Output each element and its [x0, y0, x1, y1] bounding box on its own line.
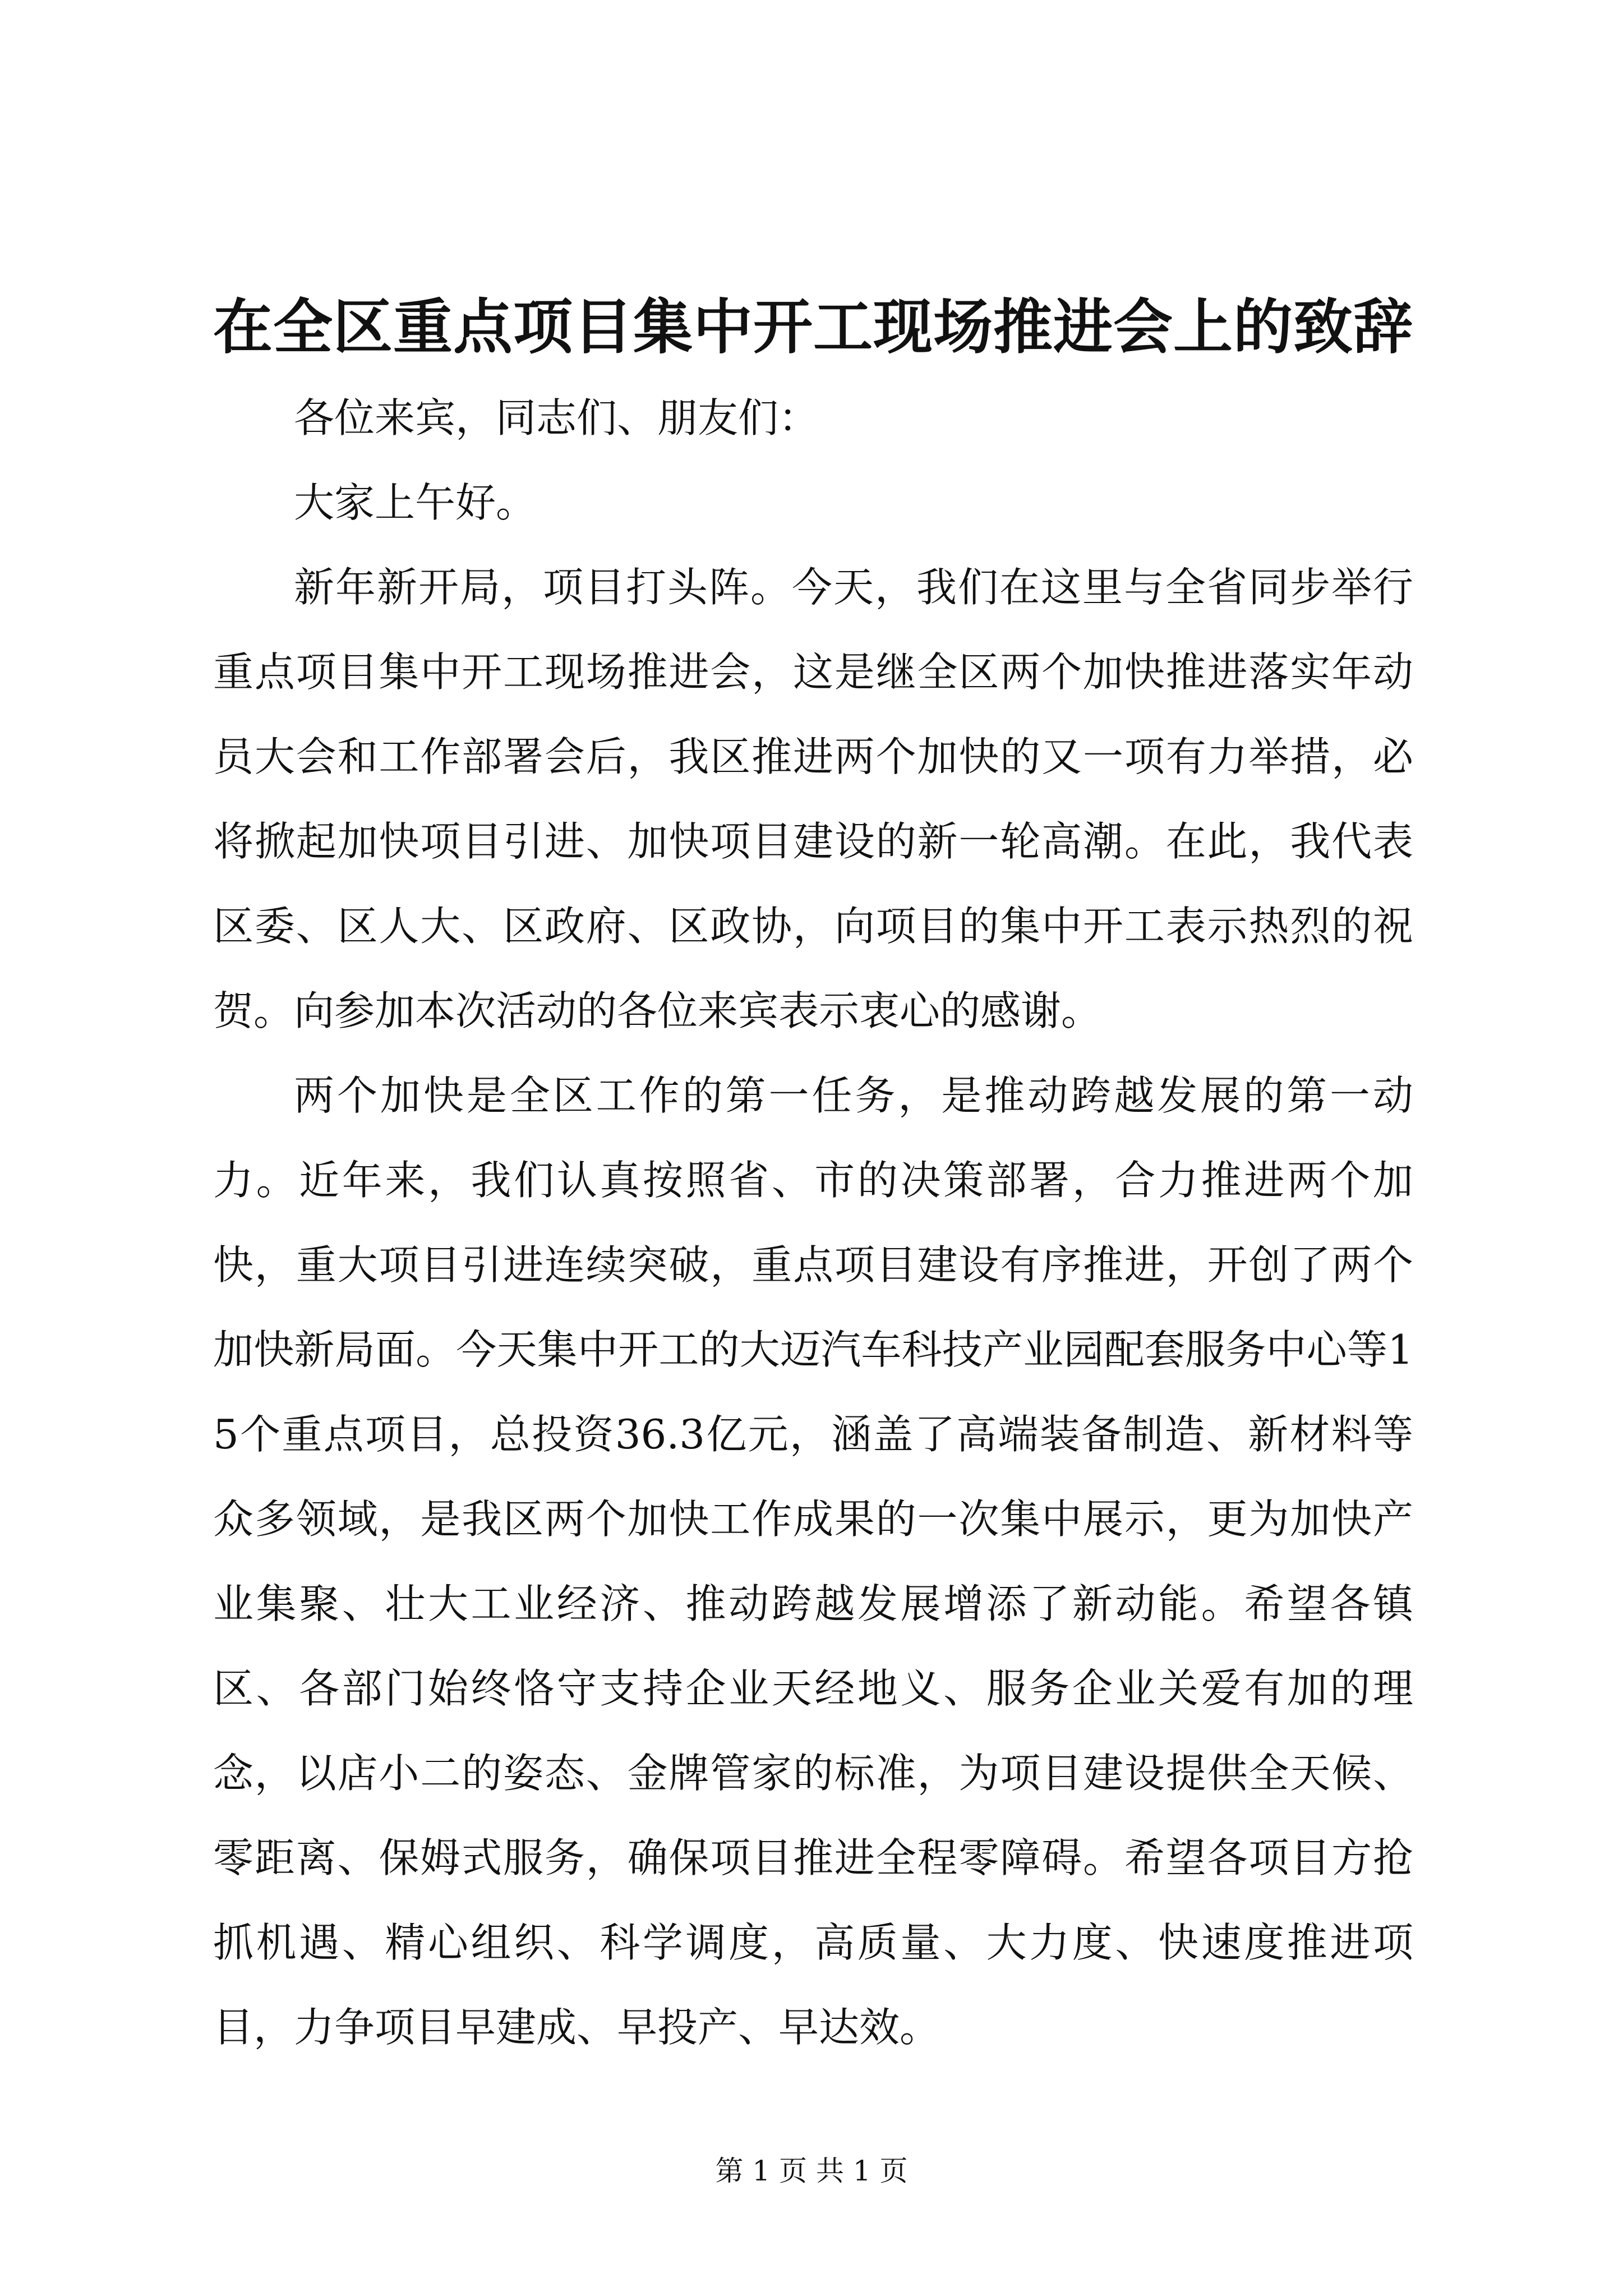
- document-title: 在全区重点项目集中开工现场推进会上的致辞: [213, 292, 1413, 362]
- salutation: 各位来宾，同志们、朋友们：: [294, 394, 819, 441]
- document-body: [213, 376, 1413, 2070]
- paragraph-opening: 新年新开局，项目打头阵。今天，我们在这里与全省同步举行重点项目集中开工现场推进会，这是继全区两个加快推进落实年动员大会和工作部署会后，我区推进两个加快的又一项有力举措，必将掀起加快项目引进、加快项目建设的新一轮高潮。在此，我代表区委、区人大、区政府、区政协，向项目的集中开工表示热烈的祝贺。向参加本次活动的各位来宾表示衷心的感谢。: [213, 564, 1413, 1034]
- page-number-footer: 第 1 页 共 1 页: [715, 2155, 908, 2187]
- paragraph-main: 两个加快是全区工作的第一任务，是推动跨越发展的第一动力。近年来，我们认真按照省、市的决策部署，合力推进两个加快，重大项目引进连续突破，重点项目建设有序推进，开创了两个加快新局面。今天集中开工的大迈汽车科技产业园配套服务中心等15个重点项目，总投资36.3亿元，涵盖了高端装备制造、新材料等众多领域，是我区两个加快工作成果的一次集中展示，更为加快产业集聚、壮大工业经济、推动跨越发展增添了新动能。希望各镇区、各部门始终恪守支持企业天经地义、服务企业关爱有加的理念，以店小二的姿态、金牌管家的标准，为项目建设提供全天候、零距离、保姆式服务，确保项目推进全程零障碍。希望各项目方抢抓机遇、精心组织、科学调度，高质量、大力度、快速度推进项目，力争项目早建成、早投产、早达效。: [213, 1072, 1413, 2051]
- greeting: 大家上午好。: [294, 479, 537, 526]
